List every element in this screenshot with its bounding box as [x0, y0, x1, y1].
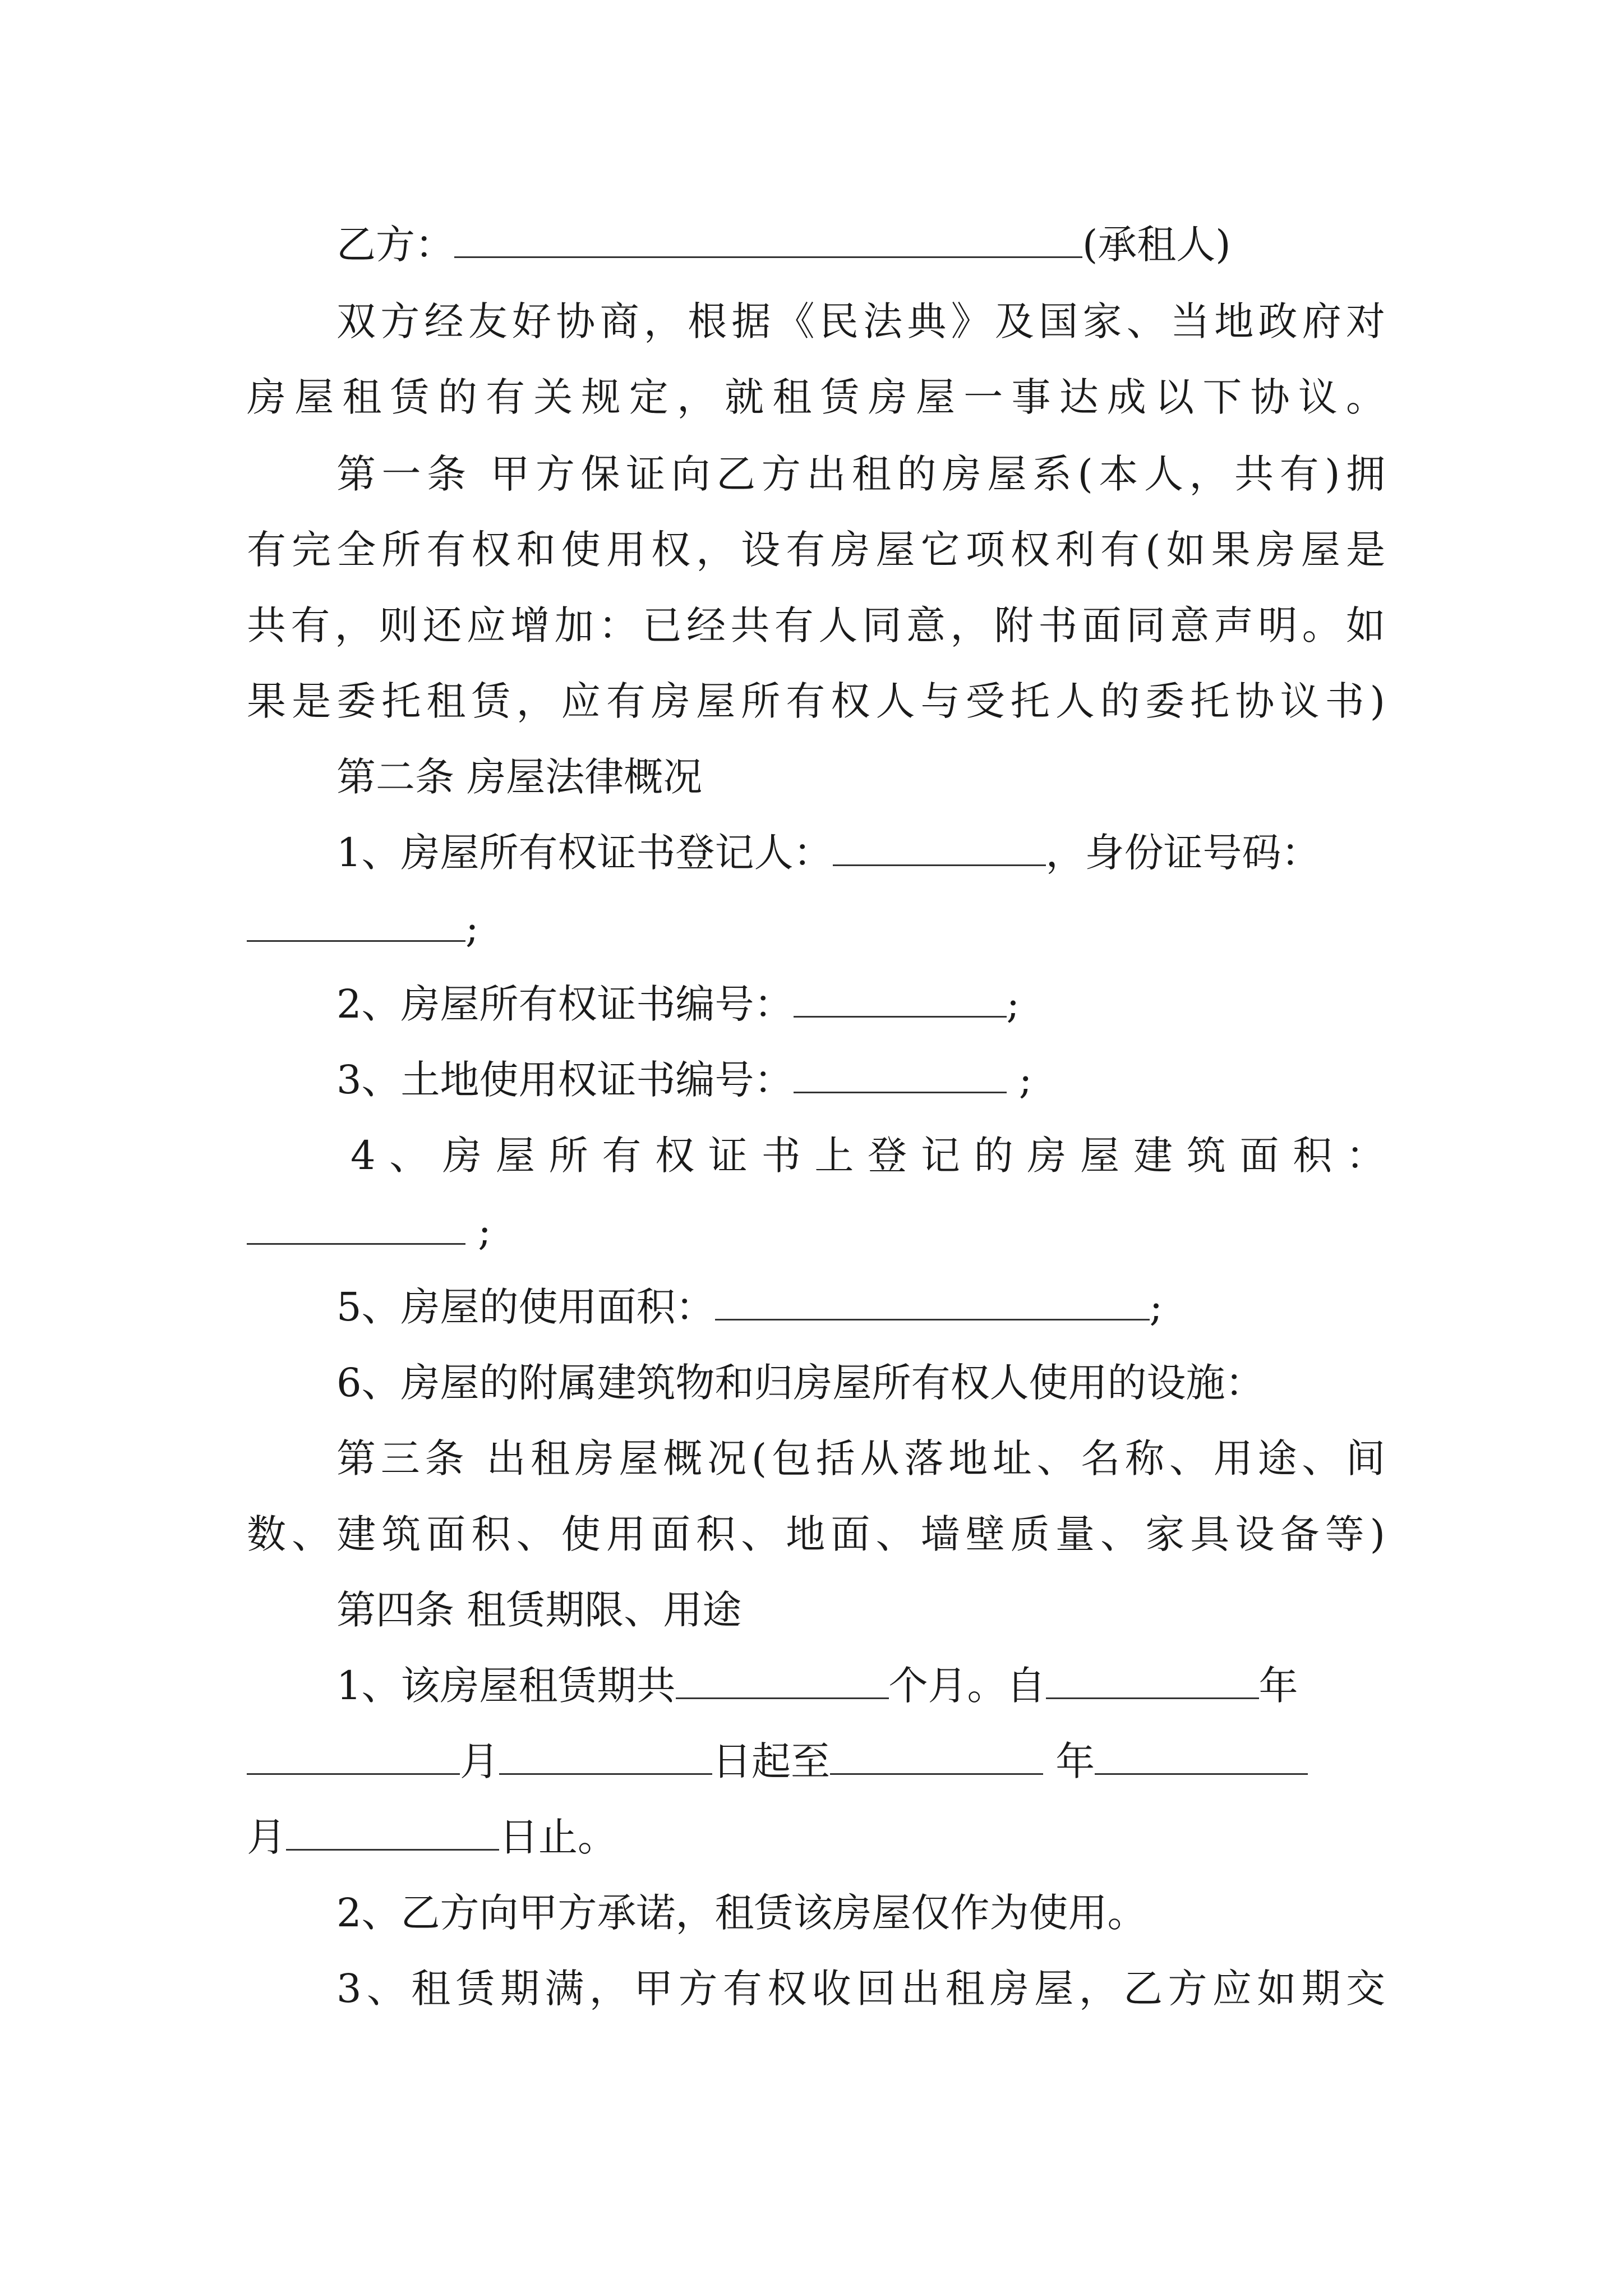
- start-year-blank: [1046, 1656, 1259, 1699]
- end-year-blank: [830, 1732, 1043, 1775]
- end-month-label: 月: [247, 1814, 286, 1860]
- term-months-blank: [676, 1656, 889, 1699]
- id-number-blank: [247, 899, 465, 942]
- article-2-heading: 第二条 房屋法律概况: [336, 754, 703, 800]
- article-4-item-2: 2、乙方向甲方承诺，租赁该房屋仅作为使用。: [336, 1890, 1147, 1936]
- registrant-label: 1、房屋所有权证书登记人：: [336, 830, 833, 876]
- start-day-label: 日起至: [712, 1738, 830, 1784]
- party-b-blank: [454, 215, 1082, 258]
- article-3-line-1: 第三条 出租房屋概况(包括从落地址、名称、用途、间: [336, 1435, 1385, 1481]
- building-area-blank: [247, 1202, 465, 1245]
- land-cert-blank: [794, 1050, 1007, 1093]
- article-4-item-1: [336, 1648, 1385, 1724]
- usable-area-end: ;: [1149, 1284, 1163, 1330]
- land-cert-label: 3、土地使用权证书编号：: [336, 1057, 794, 1103]
- article-1-line-2: 有完全所有权和使用权，设有房屋它项权利有(如果房屋是: [247, 527, 1385, 573]
- party-b-label: 乙方：: [336, 222, 454, 268]
- end-month-blank: [1095, 1732, 1308, 1775]
- party-b-role: (承租人): [1082, 222, 1231, 268]
- ownership-cert-end: ;: [1006, 981, 1020, 1027]
- end-day-blank: [286, 1807, 499, 1851]
- article-2-item-5: [336, 1269, 1385, 1345]
- article-2-item-2: [336, 966, 1385, 1042]
- ownership-cert-label: 2、房屋所有权证书编号：: [336, 981, 794, 1027]
- usable-area-label: 5、房屋的使用面积：: [336, 1284, 715, 1330]
- id-number-label: ，身份证号码：: [1045, 830, 1321, 876]
- building-area-line: [247, 1193, 1385, 1269]
- id-number-line: [247, 890, 1385, 967]
- term-dates-line: [247, 1723, 1385, 1800]
- article-3-line-2: 数、建筑面积、使用面积、地面、墙壁质量、家具设备等): [247, 1511, 1385, 1557]
- land-cert-end: ;: [1006, 1057, 1032, 1103]
- start-day-blank: [499, 1732, 712, 1775]
- preamble-line-2: 房屋租赁的有关规定，就租赁房屋一事达成以下协议。: [247, 374, 1385, 420]
- usable-area-blank: [715, 1277, 1150, 1320]
- building-area-end: ;: [465, 1208, 491, 1254]
- article-4-heading: 第四条 租赁期限、用途: [336, 1587, 742, 1633]
- article-1-line-4: 果是委托租赁，应有房屋所有权人与受托人的委托协议书): [247, 678, 1385, 724]
- article-4-item-3: 3、租赁期满，甲方有权收回出租房屋，乙方应如期交: [336, 1966, 1385, 2012]
- article-2-item-3: [336, 1042, 1385, 1118]
- party-b-line: [336, 206, 1385, 283]
- article-1-line-3: 共有，则还应增加：已经共有人同意，附书面同意声明。如: [247, 602, 1385, 648]
- term-from-label: 个月。自: [888, 1663, 1046, 1709]
- start-month-blank: [247, 1732, 460, 1775]
- registrant-blank: [833, 823, 1046, 866]
- term-label: 1、该房屋租赁期共: [336, 1663, 676, 1709]
- id-number-end: ;: [465, 905, 479, 951]
- article-1-line-1: 第一条 甲方保证向乙方出租的房屋系(本人，共有)拥: [336, 451, 1385, 497]
- start-month-label: 月: [460, 1738, 499, 1784]
- end-year-label: 年: [1043, 1738, 1095, 1784]
- article-2-item-4: 4、房屋所有权证书上登记的房屋建筑面积：: [351, 1133, 1385, 1179]
- preamble-line-1: 双方经友好协商，根据《民法典》及国家、当地政府对: [336, 298, 1385, 344]
- start-year-label: 年: [1258, 1663, 1298, 1709]
- end-day-label: 日止。: [499, 1814, 617, 1860]
- ownership-cert-blank: [794, 974, 1007, 1018]
- term-end-line: [247, 1799, 1385, 1875]
- article-2-item-6: 6、房屋的附属建筑物和归房屋所有权人使用的设施：: [336, 1360, 1265, 1406]
- article-2-item-1: [336, 815, 1385, 891]
